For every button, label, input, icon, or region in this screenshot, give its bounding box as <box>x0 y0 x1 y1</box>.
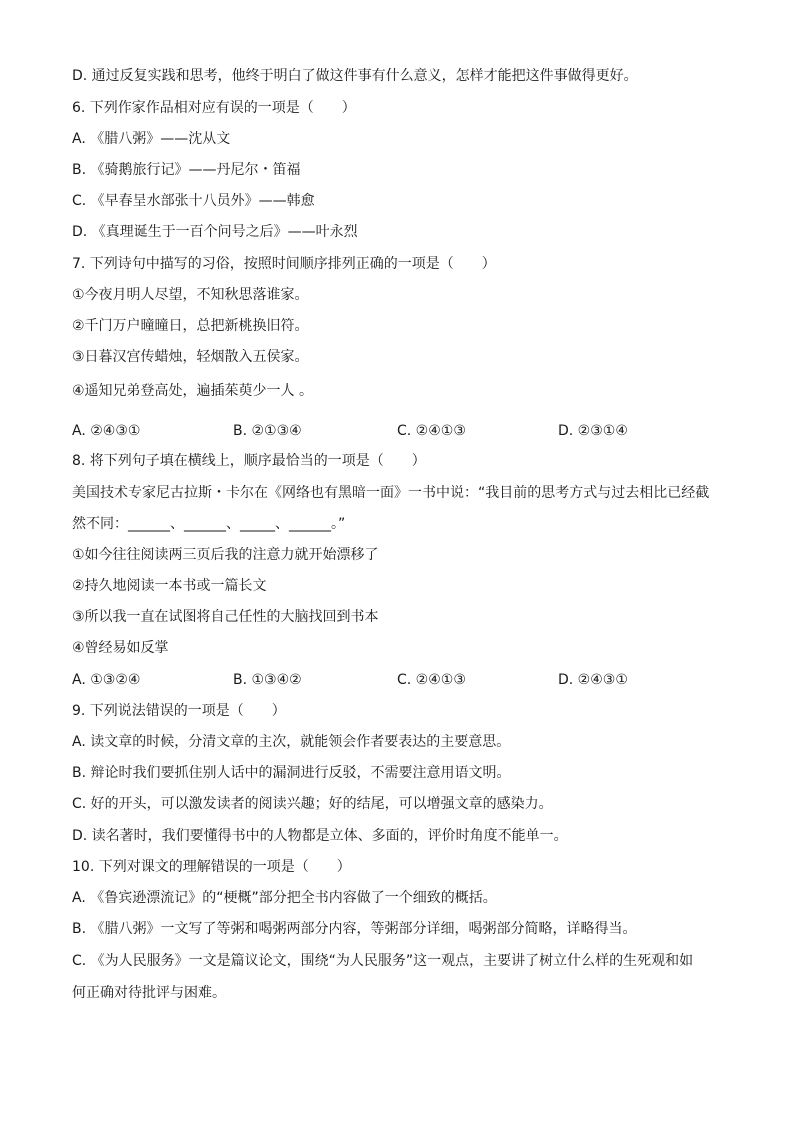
q10-option-b: B. 《腊八粥》一文写了等粥和喝粥两部分内容，等粥部分详细，喝粥部分简略，详略得当。 <box>72 921 637 937</box>
q9-option-c: C. 好的开头，可以激发读者的阅读兴趣；好的结尾，可以增强文章的感染力。 <box>72 796 553 812</box>
q8-passage-line-2: 然不同：______、______、_____、______。” <box>72 516 346 532</box>
q7-choices <box>72 422 732 440</box>
q10-stem: 10. 下列对课文的理解错误的一项是（ ） <box>72 859 351 875</box>
q6-option-a: A. 《腊八粥》——沈从文 <box>72 131 231 147</box>
q7-item-1: ①今夜月明人尽望，不知秋思落谁家。 <box>72 287 309 303</box>
q7-choice-c: C. ②④①③ <box>397 423 466 439</box>
q8-choices <box>72 671 732 689</box>
q8-passage-line-1: 美国技术专家尼古拉斯・卡尔在《网络也有黑暗一面》一书中说：“我目前的思考方式与过去相比已经截 <box>72 485 710 501</box>
q7-stem: 7. 下列诗句中描写的习俗，按照时间顺序排列正确的一项是（ ） <box>72 256 496 272</box>
q10-option-a: A. 《鲁宾逊漂流记》的“梗概”部分把全书内容做了一个细致的概括。 <box>72 890 497 906</box>
q6-option-b: B. 《骑鹅旅行记》——丹尼尔・笛福 <box>72 162 301 178</box>
q7-item-3: ③日暮汉宫传蜡烛，轻烟散入五侯家。 <box>72 349 309 365</box>
q5-option-d: D. 通过反复实践和思考，他终于明白了做这件事有什么意义，怎样才能把这件事做得更好。 <box>72 68 638 84</box>
q7-item-4: ④遥知兄弟登高处，遍插茱萸少一人 。 <box>72 383 313 399</box>
q8-choice-a: A. ①③②④ <box>72 672 141 688</box>
q6-stem: 6. 下列作家作品相对应有误的一项是（ ） <box>72 100 356 116</box>
q7-choice-d: D. ②③①④ <box>558 423 628 439</box>
q8-item-4: ④曾经易如反掌 <box>72 640 169 656</box>
q8-choice-d: D. ②④③① <box>558 672 628 688</box>
q9-option-a: A. 读文章的时候，分清文章的主次，就能领会作者要表达的主要意思。 <box>72 734 511 750</box>
q8-item-1: ①如今往往阅读两三页后我的注意力就开始漂移了 <box>72 547 379 563</box>
q9-option-d: D. 读名著时，我们要懂得书中的人物都是立体、多面的，评价时角度不能单一。 <box>72 828 568 844</box>
q8-choice-c: C. ②④①③ <box>397 672 466 688</box>
q8-choice-b: B. ①③④② <box>233 672 302 688</box>
q7-choice-a: A. ②④③① <box>72 423 141 439</box>
q8-stem: 8. 将下列句子填在横线上，顺序最恰当的一项是（ ） <box>72 453 426 469</box>
q9-stem: 9. 下列说法错误的一项是（ ） <box>72 703 286 719</box>
q10-option-c-continued: 何正确对待批评与困难。 <box>72 985 226 1001</box>
q8-item-2: ②持久地阅读一本书或一篇长文 <box>72 578 267 594</box>
q8-item-3: ③所以我一直在试图将自己任性的大脑找回到书本 <box>72 609 379 625</box>
q7-item-2: ②千门万户曈曈日，总把新桃换旧符。 <box>72 318 309 334</box>
q6-option-d: D. 《真理诞生于一百个问号之后》——叶永烈 <box>72 224 358 240</box>
q7-choice-b: B. ②①③④ <box>233 423 302 439</box>
q10-option-c: C. 《为人民服务》一文是篇议论文，围绕“为人民服务”这一观点，主要讲了树立什么样的生死观和如 <box>72 953 694 969</box>
q9-option-b: B. 辩论时我们要抓住别人话中的漏洞进行反驳，不需要注意用语文明。 <box>72 765 511 781</box>
q6-option-c: C. 《早春呈水部张十八员外》——韩愈 <box>72 193 315 209</box>
